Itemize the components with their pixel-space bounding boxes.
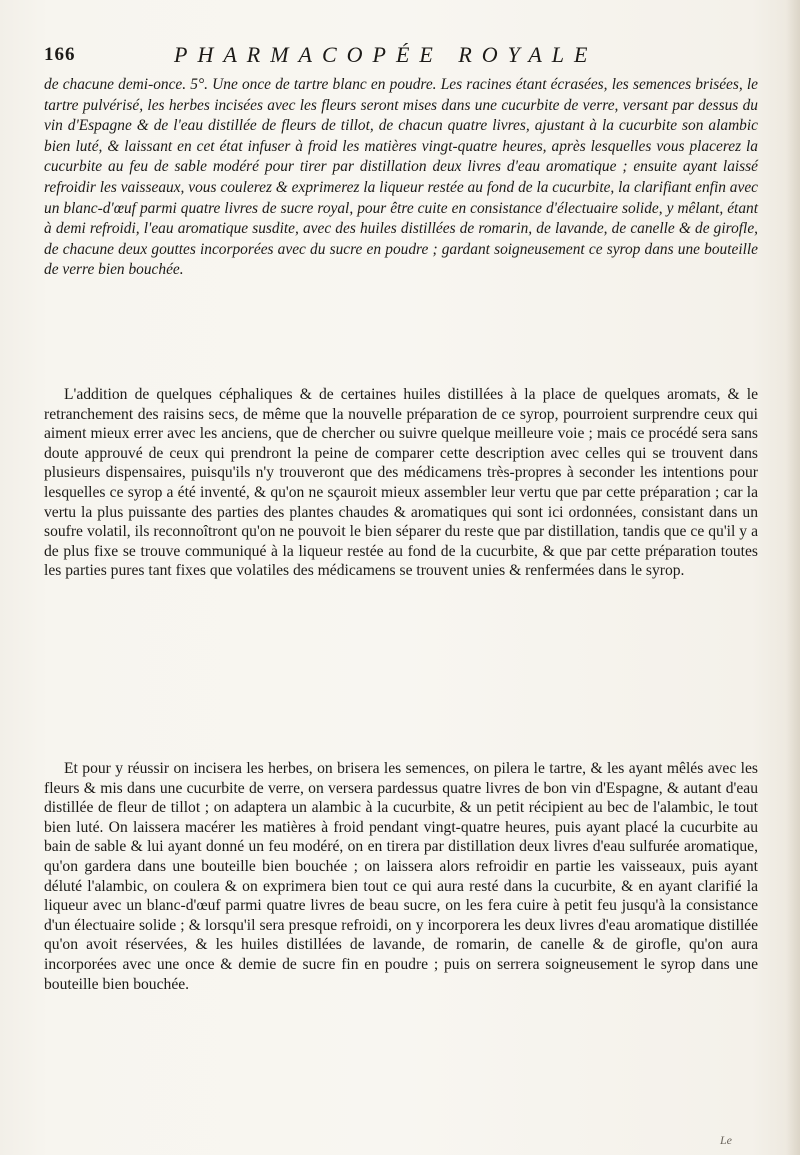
catchword: Le xyxy=(720,1133,732,1147)
recipe-paragraph: de chacune demi-once. 5°. Une once de tartre blanc en poudre. Les racines étant écrasées, les semences brisées, le tartre pulvérisé, les herbes incisées avec les fleurs seront mises dans une cucurbite de verre, versant par dessus du vin d'Espagne & de l'eau distillée de fleurs de tillot, de chacun quatre livres, ajustant à la cucurbite son alambic bien luté, & laissant en cet état infuser à froid les matières vingt-quatre heures, après lesquelles vous placerez la cucurbite au feu de sable modéré pour tirer par distillation deux livres d'eau aromatique ; ensuite ayant laissé refroidir les vaisseaux, vous coulerez & exprimerez la liqueur restée au fond de la cucurbite, la clarifiant enfin avec un blanc-d'œuf parmi quatre livres de sucre royal, pour être cuite en consistance d'électuaire solide, y mêlant, étant à demi refroidi, l'eau aromatique susdite, avec des huiles distillées de romarin, de lavande, de canelle & de girofle, de chacune deux gouttes incorporées avec du sucre en poudre ; gardant soigneusement ce syrop dans une bouteille de verre bien bouchée. xyxy=(44,76,758,279)
commentary-paragraph-2: Et pour y réussir on incisera les herbes, on brisera les semences, on pilera le tartre, & les ayant mêlés avec les fleurs & mis dans une cucurbite de verre, on versera pardessus quatre livres de bon vin d'Espagne, & autant d'eau distillée de fleur de tillot ; on adaptera un alambic à la cucurbite, & un petit récipient au bec de l'alambic, le tout bien luté. On laissera macérer les matières à froid pendant vingt-quatre heures, puis ayant placé la cucurbite au bain de sable & lui ayant donné un feu modéré, on en tirera par distillation deux livres d'eau sulfurée aromatique, qu'on gardera dans une bouteille bien bouchée ; on laissera alors refroidir en partie les vaisseaux, puis ayant déluté l'alambic, on coulera & on exprimera bien tout ce qui aura resté dans la cucurbite, & en ayant clarifié la liqueur avec un blanc-d'œuf parmi quatre livres de beau sucre, on les fera cuire à petit feu jusqu'à la consistance d'un électuaire solide ; & lorsqu'il sera presque refroidi, on y incorporera les deux livres d'eau aromatique distillée qu'on avoit réservées, & les huiles distillées de lavande, de romarin, de canelle & de girofle, qu'on aura incorporées avec une once & demie de sucre fin en poudre ; puis on serrera soigneusement le syrop dans une bouteille bien bouchée. xyxy=(44,760,758,993)
commentary-paragraph-1: L'addition de quelques céphaliques & de certaines huiles distillées à la place de quelques aromats, & le retranchement des raisins secs, de même que la nouvelle préparation de ce syrop, pourroient surprendre ceux qui aiment mieux errer avec les anciens, que de chercher ou suivre quelque meilleure voie ; mais ce procédé sera sans doute approuvé de ceux qui prendront la peine de comparer cette description avec celles qui se trouvent dans plusieurs dispensaires, puisqu'ils n'y trouveront que des médicamens très-propres à seconder les intentions pour lesquelles ce syrop a été inventé, & qu'on ne sçauroit mieux assembler leur vertu que par cette préparation ; car la vertu la plus puissante des parties des plantes chaudes & aromatiques qui sont ici ordonnées, consistant dans un soufre volatil, ils reconnoîtront qu'on ne pouvoit le bien séparer du reste que par distillation, tandis que ce qu'il y a de plus fixe se trouve communiqué à la liqueur restée au fond de la cucurbite, & que par cette préparation toutes les parties pures tant fixes que volatiles des médicamens se trouvent unies & renfermées dans le syrop. xyxy=(44,386,758,580)
page-header xyxy=(44,44,759,70)
running-head: PHARMACOPÉE ROYALE xyxy=(174,42,598,67)
page-number: 166 xyxy=(44,44,76,65)
page-edge-shadow xyxy=(786,0,800,1155)
